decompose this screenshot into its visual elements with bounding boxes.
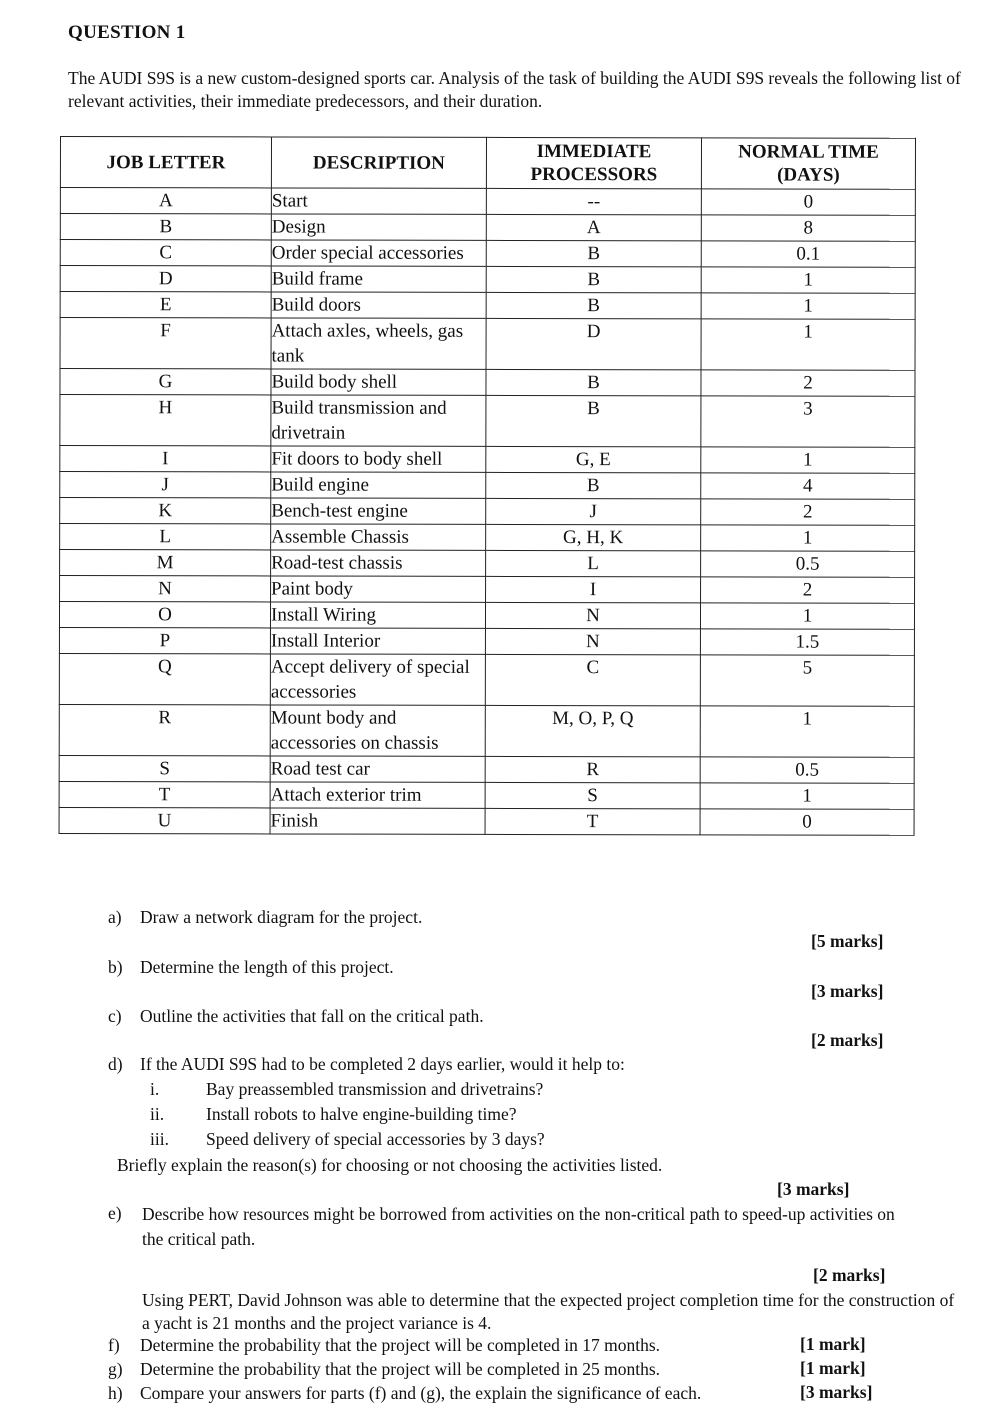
table-row — [59, 653, 914, 706]
cell-description: Attach exterior trim — [270, 782, 485, 808]
cell-job-letter: C — [60, 240, 271, 266]
cell-predecessors: B — [486, 369, 701, 395]
cell-description: Attach axles, wheels, gas tank — [271, 318, 486, 369]
cell-predecessors: B — [486, 240, 701, 266]
table-row — [60, 240, 915, 268]
cell-normal-time: 1 — [700, 603, 914, 629]
table-row — [60, 214, 915, 242]
cell-description: Road test car — [270, 756, 485, 782]
question-f: f) Determine the probability that the project will be completed in 17 months. — [108, 1335, 661, 1355]
cell-description: Assemble Chassis — [271, 524, 486, 550]
cell-job-letter: Q — [59, 653, 270, 704]
question-d-item-1: i. Bay preassembled transmission and drivetrains? — [150, 1079, 544, 1099]
question-e-marks: [2 marks] — [813, 1265, 886, 1285]
cell-description: Build body shell — [271, 369, 486, 395]
cell-normal-time: 4 — [701, 473, 915, 499]
header-job-letter: JOB LETTER — [60, 137, 271, 188]
question-a-marks: [5 marks] — [811, 931, 884, 951]
question-g: g) Determine the probability that the project will be completed in 25 months. — [108, 1359, 661, 1379]
cell-predecessors: M, O, P, Q — [485, 705, 700, 756]
cell-predecessors: B — [486, 395, 701, 446]
cell-normal-time: 1 — [701, 525, 915, 551]
question-d-item-3: iii. Speed delivery of special accessories by 3 days? — [150, 1129, 545, 1149]
cell-normal-time: 0 — [701, 189, 915, 215]
table-row — [59, 602, 914, 630]
cell-normal-time: 0.1 — [701, 241, 915, 267]
cell-normal-time: 5 — [700, 655, 914, 706]
cell-job-letter: P — [59, 627, 270, 653]
cell-predecessors: N — [485, 628, 700, 654]
cell-description: Finish — [270, 808, 485, 834]
table-row — [60, 524, 915, 552]
cell-job-letter: N — [60, 576, 271, 602]
question-g-marks: [1 mark] — [800, 1358, 866, 1378]
cell-description: Start — [271, 188, 486, 214]
cell-description: Install Interior — [270, 628, 485, 654]
cell-predecessors: I — [486, 576, 701, 602]
table-row — [59, 704, 914, 757]
table-row — [60, 472, 915, 500]
cell-predecessors: A — [486, 214, 701, 240]
question-h-marks: [3 marks] — [800, 1382, 873, 1402]
cell-description: Road-test chassis — [271, 550, 486, 576]
cell-normal-time: 3 — [701, 396, 915, 447]
cell-job-letter: A — [60, 188, 271, 214]
cell-predecessors: D — [486, 318, 701, 369]
cell-normal-time: 0.5 — [700, 757, 914, 783]
cell-job-letter: L — [60, 524, 271, 550]
question-d-explain: Briefly explain the reason(s) for choosing or not choosing the activities listed. — [117, 1155, 663, 1175]
question-h: h) Compare your answers for parts (f) and (g), the explain the significance of each. — [108, 1383, 702, 1403]
table-row — [60, 395, 915, 448]
cell-description: Mount body and accessories on chassis — [270, 705, 485, 756]
cell-predecessors: B — [486, 472, 701, 498]
cell-predecessors: G, E — [486, 446, 701, 472]
cell-job-letter: I — [60, 446, 271, 472]
table-row — [60, 188, 915, 216]
question-c: c) Outline the activities that fall on the critical path. — [108, 1006, 484, 1026]
header-normal-time: NORMAL TIME (DAYS) — [701, 138, 915, 189]
header-description: DESCRIPTION — [271, 137, 486, 188]
cell-normal-time: 1.5 — [700, 629, 914, 655]
cell-job-letter: E — [60, 292, 271, 318]
question-f-marks: [1 mark] — [800, 1334, 866, 1354]
cell-normal-time: 8 — [701, 215, 915, 241]
cell-job-letter: H — [60, 395, 271, 446]
cell-normal-time: 2 — [701, 370, 915, 396]
cell-normal-time: 0.5 — [701, 551, 915, 577]
cell-predecessors: S — [485, 782, 700, 808]
table-row — [59, 807, 914, 835]
cell-job-letter: O — [59, 602, 270, 628]
table-row — [59, 627, 914, 655]
cell-normal-time: 1 — [700, 706, 914, 757]
cell-job-letter: K — [60, 498, 271, 524]
cell-predecessors: -- — [486, 188, 701, 214]
question-b-marks: [3 marks] — [811, 981, 884, 1001]
table-row — [59, 781, 914, 809]
table-row — [60, 266, 915, 294]
cell-predecessors: B — [486, 292, 701, 318]
cell-predecessors: T — [485, 808, 700, 834]
table-row — [60, 369, 915, 397]
cell-job-letter: J — [60, 472, 271, 498]
table-body — [59, 188, 915, 836]
cell-predecessors: R — [485, 756, 700, 782]
question-d-marks: [3 marks] — [777, 1179, 850, 1199]
table-row — [60, 292, 915, 320]
table-row — [60, 576, 915, 604]
cell-normal-time: 1 — [700, 783, 914, 809]
cell-description: Accept delivery of special accessories — [270, 654, 485, 705]
cell-job-letter: M — [60, 550, 271, 576]
table-row — [60, 318, 915, 371]
question-b: b) Determine the length of this project. — [108, 957, 394, 977]
cell-description: Build engine — [271, 472, 486, 498]
cell-normal-time: 1 — [701, 447, 915, 473]
cell-description: Bench-test engine — [271, 498, 486, 524]
cell-normal-time: 1 — [701, 267, 915, 293]
cell-job-letter: G — [60, 369, 271, 395]
cell-job-letter: D — [60, 266, 271, 292]
cell-description: Paint body — [271, 576, 486, 602]
cell-job-letter: T — [59, 781, 270, 807]
cell-normal-time: 0 — [700, 809, 914, 835]
question-e: e) Describe how resources might be borrowed from activities on the non-critical path to speed-up activities on the critical path. — [108, 1203, 895, 1249]
question-a: a) Draw a network diagram for the project. — [108, 907, 423, 927]
cell-normal-time: 2 — [701, 577, 915, 603]
cell-predecessors: J — [486, 498, 701, 524]
cell-normal-time: 1 — [701, 319, 915, 370]
cell-description: Design — [271, 214, 486, 240]
cell-normal-time: 2 — [701, 499, 915, 525]
question-c-marks: [2 marks] — [811, 1030, 884, 1050]
cell-predecessors: N — [485, 602, 700, 628]
cell-predecessors: G, H, K — [486, 524, 701, 550]
question-heading: QUESTION 1 — [68, 22, 186, 43]
cell-job-letter: U — [59, 807, 270, 833]
cell-description: Build frame — [271, 266, 486, 292]
table-row — [60, 550, 915, 578]
intro-paragraph: The AUDI S9S is a new custom-designed sports car. Analysis of the task of building the AUDI S9S reveals the following list of relevant activities, their immediate predecessors, and their duration. — [68, 68, 961, 111]
table-row — [60, 498, 915, 526]
question-d: d) If the AUDI S9S had to be completed 2 days earlier, would it help to: — [108, 1054, 625, 1074]
cell-job-letter: B — [60, 214, 271, 240]
cell-description: Build doors — [271, 292, 486, 318]
cell-normal-time: 1 — [701, 293, 915, 319]
table-row — [60, 446, 915, 474]
cell-predecessors: B — [486, 266, 701, 292]
cell-description: Install Wiring — [270, 602, 485, 628]
cell-job-letter: F — [60, 318, 271, 369]
cell-job-letter: S — [59, 755, 270, 781]
pert-paragraph: Using PERT, David Johnson was able to determine that the expected project completion time for the construction of a yacht is 21 months and the project variance is 4. — [142, 1290, 955, 1333]
table-header-row — [60, 137, 915, 190]
cell-description: Build transmission and drivetrain — [271, 395, 486, 446]
cell-description: Order special accessories — [271, 240, 486, 266]
question-d-item-2: ii. Install robots to halve engine-building time? — [150, 1104, 517, 1124]
cell-job-letter: R — [59, 704, 270, 755]
cell-predecessors: C — [485, 654, 700, 705]
header-predecessors: IMMEDIATE PROCESSORS — [486, 137, 701, 188]
activities-table — [59, 136, 916, 836]
cell-predecessors: L — [486, 550, 701, 576]
cell-description: Fit doors to body shell — [271, 446, 486, 472]
table-row — [59, 755, 914, 783]
